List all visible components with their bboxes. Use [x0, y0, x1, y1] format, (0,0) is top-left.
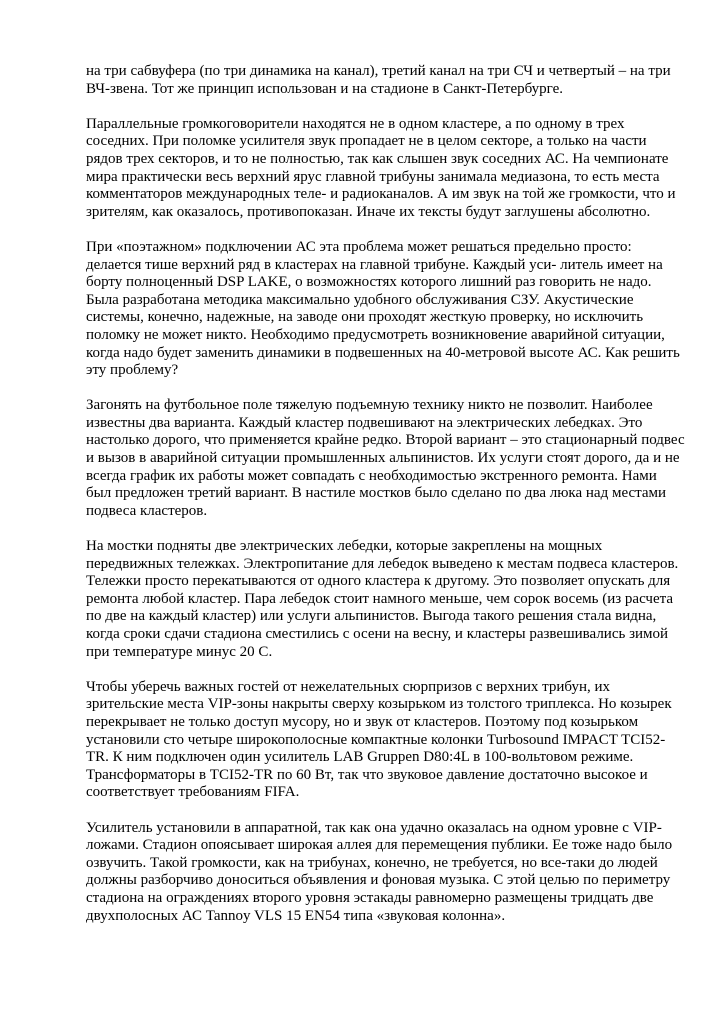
text-line: комментаторов международных теле- и радиоканалов. А им звук на той же громкости, что и [86, 186, 676, 203]
paragraph-1 [86, 63, 671, 98]
text-line: двухполосных АС Tannoy VLS 15 EN54 типа «звуковая колонна». [86, 907, 506, 924]
text-line: На мостки подняты две электрических лебедки, которые закреплены на мощных [86, 538, 603, 555]
text-line: передвижных тележках. Электропитание для лебедок выведено к местам подвеса кластеров. [86, 555, 679, 572]
text-line: При «поэтажном» подключении АС эта проблема может решаться предельно просто: [86, 238, 632, 255]
text-line: озвучить. Такой громкости, как на трибунах, конечно, не требуется, но все-таки до людей [86, 854, 658, 871]
text-line: Параллельные громкоговорители находятся не в одном кластере, а по одному в трех [86, 115, 625, 132]
document-page [86, 63, 685, 943]
text-line: был предложен третий вариант. В настиле мостков было сделано по два люка над местами [86, 485, 667, 502]
text-line: Загонять на футбольное поле тяжелую подъемную технику никто не позволит. Наиболее [86, 397, 653, 414]
text-line: делается тише верхний ряд в кластерах на главной трибуне. Каждый уси- литель имеет на [86, 256, 663, 273]
text-line: ложами. Стадион опоясывает широкая аллея для перемещения публики. Ее тоже надо было [86, 837, 673, 854]
text-line: Тележки просто перекатываются от одного кластера к другому. Это позволяет опускать для [86, 573, 671, 590]
text-line: соседних. При поломке усилителя звук пропадает не в целом секторе, а только на части [86, 133, 647, 150]
text-line: и вызов в аварийной ситуации промышленных альпинистов. Их услуги стоят дорого, да и не [86, 450, 680, 467]
text-line: соответствует требованиям FIFA. [86, 784, 300, 801]
text-line: поломку не может никто. Необходимо предусмотреть возникновение аварийной ситуации, [86, 326, 665, 343]
text-line: эту проблему? [86, 362, 179, 379]
text-line: на три сабвуфера (по три динамика на канал), третий канал на три СЧ и четвертый – на три [86, 63, 671, 79]
text-line: по две на каждый кластер) или услуги альпинистов. Выгода такого решения стала видна, [86, 608, 657, 625]
text-line: установили сто четыре широкополосные компактные колонки Turbosound IMPACT TCI52- [86, 731, 666, 748]
text-line: ремонта любой кластер. Пара лебедок стоит намного меньше, чем сорок восемь (из расчета [86, 590, 674, 607]
text-line: стадиона на ограждениях второго уровня эстакады равномерно размещены тридцать две [86, 889, 654, 906]
paragraph-4 [86, 397, 685, 520]
text-line: зрительские места VIP-зоны накрыты сверху козырьком из толстого триплекса. Но козырек [86, 696, 672, 713]
text-line: настолько дорого, что применяется крайне редко. Второй вариант – это стационарный подвес [86, 432, 685, 449]
text-line: мира практически весь верхний ярус главной трибуны занимала медиазона, то есть места [86, 168, 660, 185]
paragraph-6 [86, 678, 672, 802]
text-line: при температуре минус 20 С. [86, 643, 273, 660]
text-line: борту полноценный DSP LAKE, о возможностях которого лишний раз говорить не надо. [86, 274, 652, 291]
text-line: известны два варианта. Каждый кластер подвешивают на электрических лебедках. Это [86, 414, 643, 431]
text-line: когда сроки сдачи стадиона сместились с осени на весну, и кластеры развешивались зимой [86, 626, 669, 642]
text-line: TR. К ним подключен один усилитель LAB Gruppen D80:4L в 100-вольтовом режиме. [86, 749, 634, 766]
paragraph-7 [86, 819, 673, 926]
text-line: ВЧ-звена. Тот же принцип использован и на стадионе в Санкт-Петербурге. [86, 80, 564, 97]
text-line: перекрывает не только доступ мусору, но и звук от кластеров. Поэтому под козырьком [86, 713, 639, 730]
paragraph-5 [86, 538, 679, 661]
paragraph-2 [86, 115, 676, 222]
text-line: подвеса кластеров. [86, 502, 208, 519]
text-line: должны разборчиво доноситься объявления и фоновая музыка. С этой целью по периметру [86, 872, 671, 889]
text-line: зрителям, как оказалось, противопоказан. Иначе их тексты будут заглушены абсолютно. [86, 203, 651, 220]
text-line: Трансформаторы в TCI52-TR по 60 Вт, так что звуковое давление достаточно высокое и [86, 766, 648, 783]
paragraph-3 [86, 238, 680, 380]
text-line: когда надо будет заменить динамики в подвешенных на 40-метровой высоте АС. Как решить [86, 344, 680, 361]
text-line: системы, конечно, надежные, на заводе они проходят жесткую проверку, но исключить [86, 309, 644, 326]
text-line: Усилитель установили в аппаратной, так как она удачно оказалась на одном уровне с VIP- [86, 819, 662, 836]
text-line: Была разработана методика максимально удобного обслуживания СЗУ. Акустические [86, 291, 634, 308]
text-line: Чтобы уберечь важных гостей от нежелательных сюрпризов с верхних трибун, их [86, 678, 611, 695]
text-line: рядов трех секторов, и то не полностью, так как слышен звук соседних АС. На чемпионате [86, 150, 669, 167]
text-line: всегда график их работы может совпадать с необходимостью экстренного ремонта. Нами [86, 467, 657, 484]
